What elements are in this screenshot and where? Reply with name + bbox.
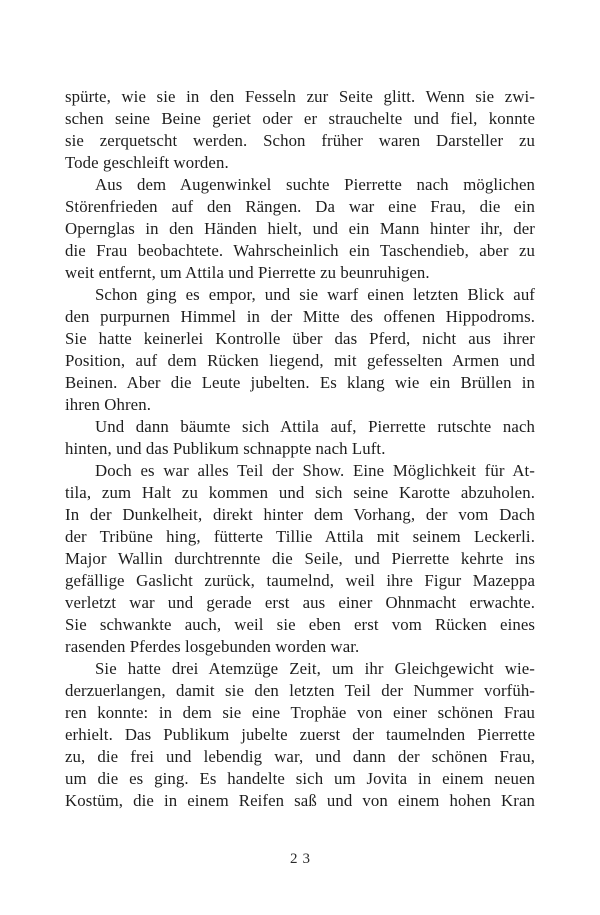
text-line: Beinen. Aber die Leute jubelten. Es klang wie ein Brüllen in: [65, 373, 535, 392]
text-line: Major Wallin durchtrennte die Seile, und Pierrette kehrte ins: [65, 549, 535, 568]
page-number: 23: [290, 851, 315, 867]
text-line: In der Dunkelheit, direkt hinter dem Vorhang, der vom Dach: [65, 505, 535, 524]
text-line: Schon ging es empor, und sie warf einen letzten Blick auf: [95, 285, 535, 304]
text-line: die Frau beobachtete. Wahrscheinlich ein Taschendieb, aber zu: [65, 241, 535, 260]
text-line: Tode geschleift worden.: [65, 153, 229, 172]
text-line: der Tribüne hing, fütterte Tillie Attila mit seinem Leckerli.: [65, 527, 535, 546]
text-line: Opernglas in den Händen hielt, und ein Mann hinter ihr, der: [65, 219, 535, 238]
text-line: hinten, und das Publikum schnappte nach Luft.: [65, 439, 386, 458]
text-line: spürte, wie sie in den Fesseln zur Seite glitt. Wenn sie zwi-: [65, 87, 535, 106]
text-line: Aus dem Augenwinkel suchte Pierrette nach möglichen: [95, 175, 535, 194]
text-line: erhielt. Das Publikum jubelte zuerst der taumelnden Pierrette: [65, 725, 535, 744]
text-line: tila, zum Halt zu kommen und sich seine Karotte abzuholen.: [65, 483, 535, 502]
text-line: verletzt war und gerade erst aus einer Ohnmacht erwachte.: [65, 593, 535, 612]
text-line: ren konnte: in dem sie eine Trophäe von einer schönen Frau: [65, 703, 535, 722]
body-text: [65, 86, 535, 812]
text-line: zu, die frei und lebendig war, und dann der schönen Frau,: [65, 747, 535, 766]
text-line: weit entfernt, um Attila und Pierrette zu beunruhigen.: [65, 263, 430, 282]
text-line: Doch es war alles Teil der Show. Eine Möglichkeit für At-: [95, 461, 535, 480]
text-line: den purpurnen Himmel in der Mitte des offenen Hippodroms.: [65, 307, 535, 326]
text-line: Sie hatte keinerlei Kontrolle über das Pferd, nicht aus ihrer: [65, 329, 535, 348]
text-line: um die es ging. Es handelte sich um Jovita in einem neuen: [65, 769, 535, 788]
text-line: schen seine Beine geriet oder er strauchelte und fiel, konnte: [65, 109, 535, 128]
text-line: ihren Ohren.: [65, 395, 152, 414]
text-line: derzuerlangen, damit sie den letzten Teil der Nummer vorfüh-: [65, 681, 535, 700]
text-line: rasenden Pferdes losgebunden worden war.: [65, 637, 360, 656]
text-line: gefällige Gaslicht zurück, taumelnd, weil ihre Figur Mazeppa: [65, 571, 535, 590]
text-line: Sie hatte drei Atemzüge Zeit, um ihr Gleichgewicht wie-: [95, 659, 535, 678]
text-line: Und dann bäumte sich Attila auf, Pierrette rutschte nach: [95, 417, 535, 436]
text-line: sie zerquetscht werden. Schon früher waren Darsteller zu: [65, 131, 535, 150]
text-line: Kostüm, die in einem Reifen saß und von einem hohen Kran: [65, 791, 535, 810]
text-line: Position, auf dem Rücken liegend, mit gefesselten Armen und: [65, 351, 535, 370]
text-line: Störenfrieden auf den Rängen. Da war eine Frau, die ein: [65, 197, 535, 216]
text-line: Sie schwankte auch, weil sie eben erst vom Rücken eines: [65, 615, 535, 634]
